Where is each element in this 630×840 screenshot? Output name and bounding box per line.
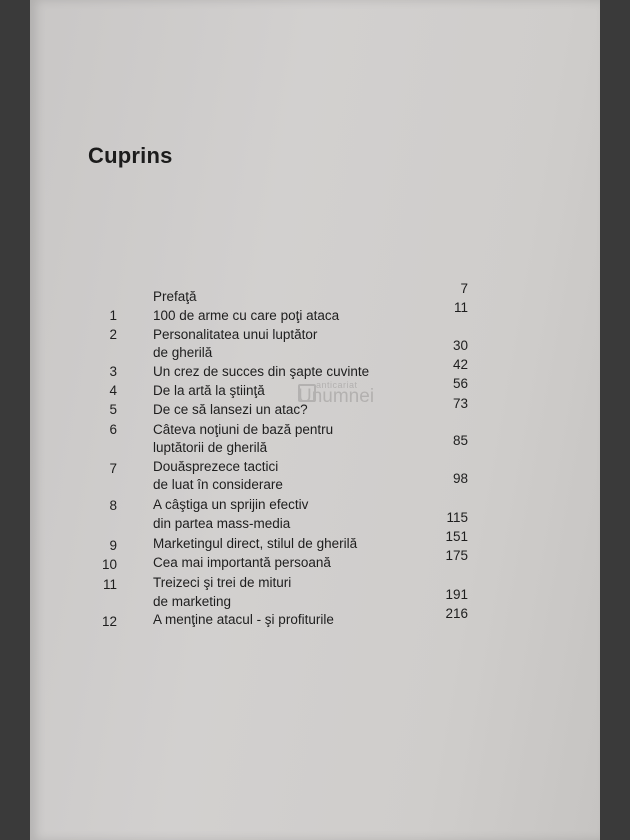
toc-entry-4-title-line-1: De la artă la ştiinţă	[153, 383, 265, 398]
table-of-contents	[30, 0, 600, 840]
toc-entry-7-page: 98	[452, 471, 468, 486]
watermark-book-icon	[298, 384, 316, 402]
toc-entry-6-page: 85	[452, 433, 468, 448]
toc-entry-11-number: 11	[102, 577, 117, 592]
toc-entry-2-number: 2	[109, 327, 117, 342]
toc-entry-0-title-line-1: Prefaţă	[153, 289, 197, 304]
toc-entry-2-title-line-1: Personalitatea unui luptător	[153, 327, 318, 342]
watermark-logo	[298, 380, 374, 408]
toc-entry-8-title-line-2: din partea mass-media	[153, 516, 291, 531]
page-title: Cuprins	[88, 143, 173, 168]
toc-entry-1-number: 1	[109, 308, 117, 323]
toc-entry-10-title-line-1: Cea mai importantă persoană	[153, 555, 331, 570]
book-page	[30, 0, 600, 840]
toc-entry-6-number: 6	[109, 422, 117, 437]
toc-entry-10-number: 10	[101, 557, 117, 572]
toc-entry-3-page: 42	[452, 357, 468, 372]
toc-entry-11-title-line-1: Treizeci şi trei de mituri	[153, 575, 292, 590]
toc-entry-8-page: 115	[446, 510, 468, 525]
toc-entry-2-title-line-2: de gherilă	[153, 345, 213, 360]
toc-entry-0-page: 7	[460, 281, 468, 296]
watermark-small-text: anticariat	[316, 380, 358, 390]
toc-entry-6-title-line-2: luptătorii de gherilă	[153, 440, 268, 455]
toc-entry-5-number: 5	[109, 402, 117, 417]
toc-entry-4-page: 56	[452, 376, 468, 391]
watermark-big-part-1: Unu	[298, 386, 333, 407]
toc-entry-3-number: 3	[109, 364, 117, 379]
toc-entry-8-number: 8	[109, 498, 117, 513]
toc-entry-2-page: 30	[452, 338, 468, 353]
toc-entry-9-page: 151	[445, 529, 468, 544]
toc-entry-6-title-line-1: Câteva noţiuni de bază pentru	[153, 422, 334, 437]
toc-entry-11-title-line-2: de marketing	[153, 594, 232, 609]
toc-entry-9-title-line-1: Marketingul direct, stilul de gherilă	[153, 536, 358, 551]
toc-entry-9-number: 9	[109, 538, 117, 553]
toc-entry-10-page: 175	[445, 548, 468, 563]
toc-entry-5-title-line-1: De ce să lansezi un atac?	[153, 402, 308, 417]
watermark-big-part-2: mnei	[332, 386, 375, 407]
toc-entry-11-page: 191	[445, 587, 468, 602]
toc-entry-7-number: 7	[109, 461, 117, 476]
toc-entry-7-title-line-2: de luat în considerare	[153, 477, 283, 492]
toc-entry-12-number: 12	[101, 614, 117, 629]
toc-entry-8-title-line-1: A câştiga un sprijin efectiv	[153, 497, 309, 512]
toc-entry-4-number: 4	[109, 383, 117, 398]
toc-entry-1-title-line-1: 100 de arme cu care poţi ataca	[153, 308, 340, 323]
toc-entry-12-page: 216	[445, 606, 468, 621]
toc-entry-1-page: 11	[453, 300, 468, 315]
toc-entry-5-page: 73	[452, 396, 468, 411]
toc-entry-12-title-line-1: A menţine atacul - şi profiturile	[153, 612, 334, 627]
toc-entry-3-title-line-1: Un crez de succes din şapte cuvinte	[153, 364, 370, 379]
toc-entry-7-title-line-1: Douăsprezece tactici	[153, 459, 279, 474]
